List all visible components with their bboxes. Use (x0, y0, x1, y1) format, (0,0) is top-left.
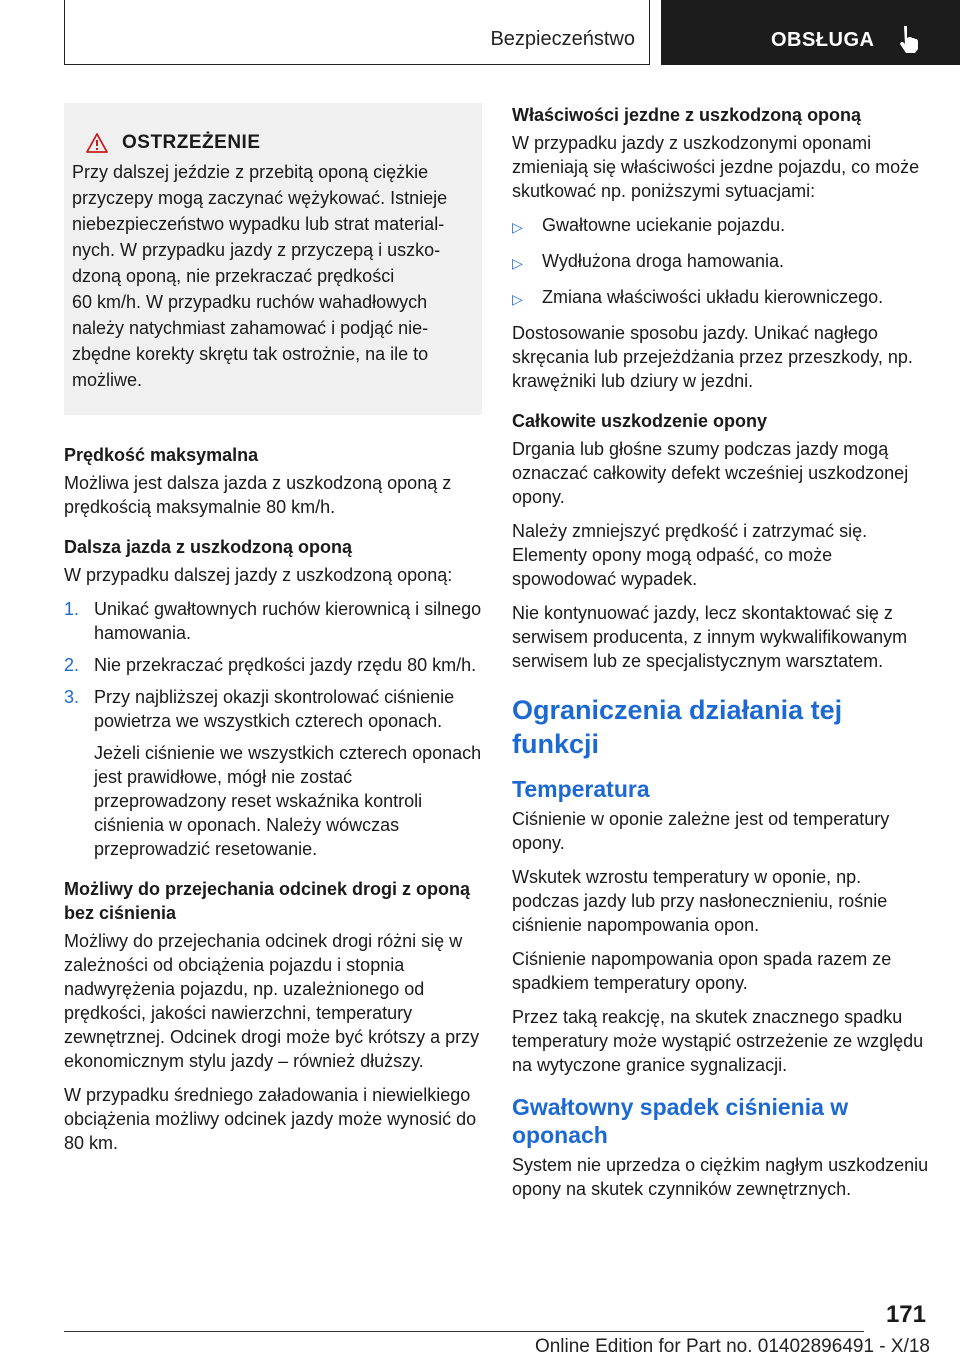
chapter-title: OBSŁUGA (771, 29, 875, 51)
warning-triangle-icon (86, 133, 108, 153)
temperature-paragraph: Przez taką reakcję, na skutek znacznego spadku temperatury może wystąpić ostrzeżenie ze względu na wytyczone granice sygnalizacji. (512, 1007, 924, 1075)
triangle-bullet-icon: ▷ (512, 219, 523, 235)
bullet-text: Wydłużona droga hamowania. (542, 251, 784, 271)
max-speed-heading: Prędkość maksymalna (64, 445, 259, 465)
driving-intro: W przypadku jazdy z uszkodzonymi oponami zmieniają się właściwości jezdne pojazdu, co może skutkować np. poniższymi sytuacjami: (512, 133, 920, 201)
step-body (94, 685, 482, 861)
warning-text (72, 159, 472, 393)
list-item (64, 597, 482, 645)
list-item (512, 285, 930, 311)
distance-paragraph: Możliwy do przejechania odcinek drogi różni się w zależności od obciążenia pojazdu i stopnia nadwyrężenia pojazdu, np. uzależnionego od prędkości, jakości nawierzchni, temperatury zewnętrznej. Odcinek drogi może być krótszy a przy ekonomicznym stylu jazdy – również dłuższy. (64, 931, 480, 1071)
max-speed-text: Możliwa jest dalsza jazda z uszkodzoną oponą z prędkością maksymalnie 80 km/h. (64, 473, 452, 517)
page-number: 171 (885, 1301, 926, 1328)
step-number: 1. (64, 599, 80, 619)
driving-after: Dostosowanie sposobu jazdy. Unikać nagłego skręcania lub przejeżdżania przez przeszkody, np. krawężniki lub dziury w jezdni. (512, 323, 913, 391)
continue-intro: W przypadku dalszej jazdy z uszkodzoną oponą: (64, 565, 453, 585)
pointing-hand-icon (897, 24, 923, 54)
bullet-text: Gwałtowne uciekanie pojazdu. (542, 215, 786, 235)
footer-edition-text: Online Edition for Part no. 01402896491 - X/18 (534, 1336, 930, 1357)
warning-line: niebezpieczeństwo wypadku lub strat material- (72, 214, 445, 234)
total-heading: Całkowite uszkodzenie opony (512, 411, 768, 431)
list-item (64, 653, 482, 677)
warning-line: możliwe. (72, 370, 143, 390)
driving-bullets (512, 213, 930, 311)
driving-heading: Właściwości jezdne z uszkodzoną oponą (512, 105, 862, 125)
step-number: 2. (64, 655, 80, 675)
step-text: Nie przekraczać prędkości jazdy rzędu 80 km/h. (94, 655, 477, 675)
temperature-heading: Temperatura (512, 776, 650, 802)
list-item (512, 249, 930, 275)
distance-heading: Możliwy do przejechania odcinek drogi z oponą bez ciśnienia (64, 879, 471, 923)
temperature-paragraph: Ciśnienie w oponie zależne jest od temperatury opony. (512, 809, 890, 853)
sudden-drop-heading: Gwałtowny spadek ciśnienia w oponach (512, 1094, 849, 1148)
warning-line: zbędne korekty skrętu tak ostrożnie, na ile to (72, 344, 429, 364)
chapter-tab (661, 0, 960, 65)
warning-header (72, 131, 472, 155)
step-extra-text: Jeżeli ciśnienie we wszystkich czterech oponach jest prawidłowe, mógł nie zostać przeprowadzony reset wskaźnika kontroli ciśnienia w oponach. Należy wówczas przeprowadzić resetowanie. (94, 743, 482, 859)
right-column (512, 103, 930, 1211)
left-column (64, 103, 482, 1165)
temperature-paragraph: Wskutek wzrostu temperatury w oponie, np. podczas jazdy lub przy nasłonecznieniu, rośnie ciśnienie napompowania opon. (512, 867, 888, 935)
triangle-bullet-icon: ▷ (512, 255, 523, 271)
page-header (64, 0, 960, 65)
triangle-bullet-icon: ▷ (512, 291, 523, 307)
temperature-paragraph: Ciśnienie napompowania opon spada razem ze spadkiem temperatury opony. (512, 949, 892, 993)
warning-line: Przy dalszej jeździe z przebitą oponą ciężkie (72, 162, 429, 182)
distance-paragraph: W przypadku średniego załadowania i niewielkiego obciążenia możliwy odcinek jazdy może wynosić do 80 km. (64, 1085, 477, 1153)
warning-line: dzoną oponą, nie przekraczać prędkości (72, 266, 395, 286)
limits-heading: Ograniczenia działania tej funkcji (512, 695, 843, 759)
total-paragraph: Drgania lub głośne szumy podczas jazdy mogą oznaczać całkowity defekt wcześniej uszkodzonej opony. (512, 439, 909, 507)
step-text: Przy najbliższej okazji skontrolować ciśnienie powietrza we wszystkich czterech oponach. (94, 687, 455, 731)
warning-line: nych. W przypadku jazdy z przyczepą i uszko- (72, 240, 441, 260)
bullet-text: Zmiana właściwości układu kierowniczego. (542, 287, 884, 307)
list-item (64, 685, 482, 861)
section-box (64, 0, 650, 65)
continue-steps (64, 597, 482, 861)
list-item (512, 213, 930, 239)
warning-box (64, 103, 482, 415)
total-paragraph: Należy zmniejszyć prędkość i zatrzymać się. Elementy opony mogą odpaść, co może spowodować wypadek. (512, 521, 868, 589)
warning-line: przyczepy mogą zaczynać wężykować. Istnieje (72, 188, 448, 208)
step-text: Unikać gwałtownych ruchów kierownicą i silnego hamowania. (94, 599, 482, 643)
warning-title: OSTRZEŻENIE (122, 132, 261, 153)
sudden-drop-paragraph: System nie uprzedza o ciężkim nagłym uszkodzeniu opony na skutek czynników zewnętrznych. (512, 1155, 929, 1199)
total-paragraph: Nie kontynuować jazdy, lecz skontaktować się z serwisem producenta, z innym wykwalifikowanym serwisem lub ze specjalistycznym warsztatem. (512, 603, 908, 671)
warning-line: należy natychmiast zahamować i podjąć nie- (72, 318, 429, 338)
section-title: Bezpieczeństwo (490, 28, 635, 50)
warning-line: 60 km/h. W przypadku ruchów wahadłowych (72, 292, 428, 312)
continue-heading: Dalsza jazda z uszkodzoną oponą (64, 537, 353, 557)
footer-divider (64, 1331, 864, 1332)
step-number: 3. (64, 687, 80, 707)
